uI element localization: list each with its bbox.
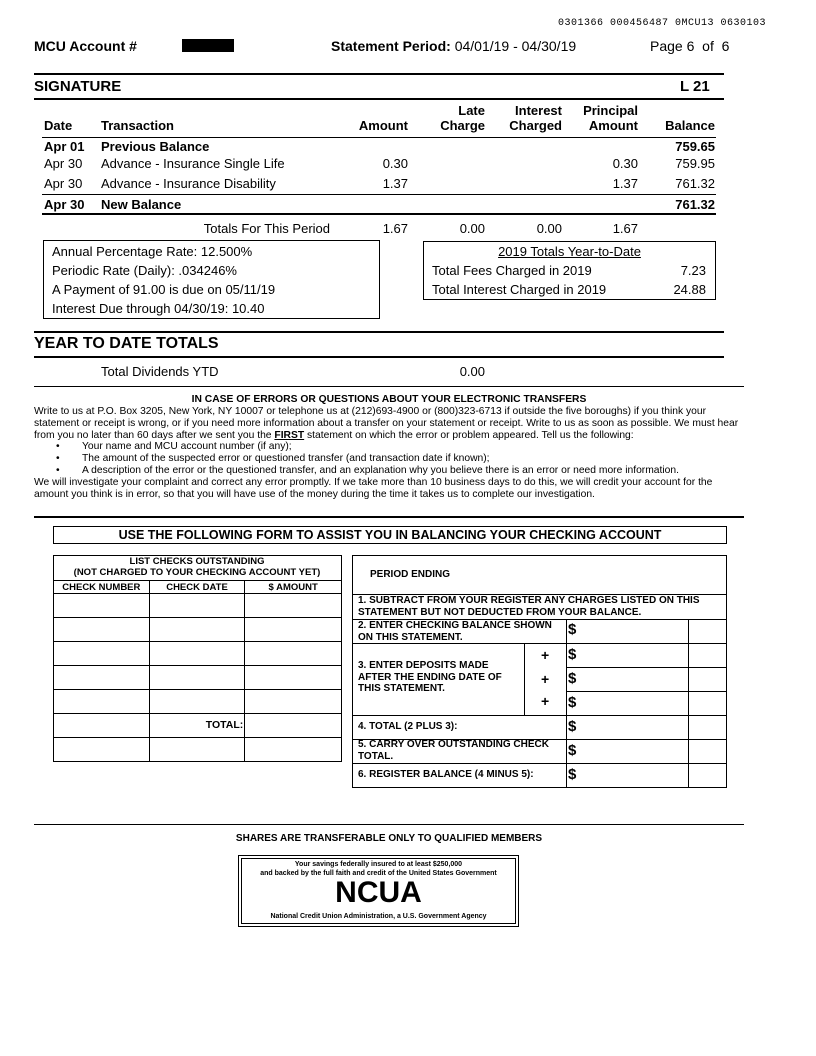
errors-title: IN CASE OF ERRORS OR QUESTIONS ABOUT YOUR ELECTRONIC TRANSFERS <box>191 394 587 405</box>
col-transaction: Transaction <box>101 118 174 133</box>
table-row: Apr 30 <box>44 176 83 191</box>
check-cell[interactable] <box>54 618 150 642</box>
shares-notice: SHARES ARE TRANSFERABLE ONLY TO QUALIFIED MEMBERS <box>235 833 543 844</box>
step-2: 2. ENTER CHECKING BALANCE SHOWN ON THIS STATEMENT. <box>358 620 552 643</box>
section-code: L 21 <box>680 78 710 95</box>
errors-rule-top <box>34 386 744 387</box>
form-line <box>352 715 727 716</box>
step-1: 1. SUBTRACT FROM YOUR REGISTER ANY CHARGES LISTED ON THIS STATEMENT BUT NOT DEDUCTED FROM YOUR BALANCE. <box>358 595 700 618</box>
row-principal: 0.30 <box>612 156 638 171</box>
row-divider-double <box>42 213 716 215</box>
check-cell[interactable] <box>245 642 342 666</box>
step-4: 4. TOTAL (2 PLUS 3): <box>358 721 458 732</box>
section-rule-bottom <box>34 98 724 100</box>
checks-outstanding-table <box>53 555 342 762</box>
plus-icon: + <box>541 671 550 687</box>
form-line <box>352 763 727 764</box>
form-vline <box>524 643 525 715</box>
rate-info-lines: Annual Percentage Rate: 12.500% Periodic Rate (Daily): .034246% A Payment of 91.00 is due on 05/11/19 Interest Due through 04/30/19: 10.40 <box>52 244 276 316</box>
errors-body: Write to us at P.O. Box 3205, New York, NY 10007 or telephone us at (212)693-4900 or (800)323-6713 if outside the five boroughs) if you think your statement or receipt is wrong, or if you need more information about a transfer on your statement or receipt. Write to us as soon as possible. We must hear from you no later than 60 days after we sent you the FIRST statement on which the error or problem appeared. Tell us the following: • Your name and MCU account number (if any); • The amount of the suspected error or questioned transfer (and transaction date if known); • A description of the error or the questioned transfer, and an explanation why you believe there is an error or need more information. We will investigate your complaint and correct any error promptly. If we take more than 10 business days to do this, we will credit your account for the amount you think is in error, so that you will have use of the money during the time it takes us to complete our investigation. <box>34 406 739 500</box>
check-total-cell[interactable] <box>245 714 342 738</box>
ytd-box-title: 2019 Totals Year-to-Date <box>498 244 641 259</box>
dollar-sign: $ <box>568 670 577 687</box>
check-cell[interactable] <box>54 666 150 690</box>
col-check-amount: $ AMOUNT <box>245 581 342 594</box>
fees-label: Total Fees Charged in 2019 <box>432 263 592 278</box>
form-line <box>566 691 727 692</box>
table-row: Apr 30 <box>44 197 85 212</box>
dollar-sign: $ <box>568 766 577 783</box>
row-desc: Advance - Insurance Single Life <box>101 156 285 171</box>
check-cell[interactable] <box>245 690 342 714</box>
period-ending-label: PERIOD ENDING <box>370 569 451 580</box>
dividends-value: 0.00 <box>459 364 485 379</box>
row-desc: New Balance <box>101 197 182 212</box>
check-cell[interactable] <box>149 666 245 690</box>
dividends-label: Total Dividends YTD <box>101 364 219 379</box>
check-cell[interactable] <box>149 618 245 642</box>
row-balance: 761.32 <box>675 197 715 212</box>
totals-amount: 1.67 <box>382 221 408 236</box>
col-date: Date <box>44 118 73 133</box>
dollar-sign: $ <box>568 718 577 735</box>
plus-icon: + <box>541 693 550 709</box>
check-cell[interactable] <box>245 666 342 690</box>
col-check-date: CHECK DATE <box>149 581 245 594</box>
step-5: 5. CARRY OVER OUTSTANDING CHECK TOTAL. <box>358 739 549 762</box>
account-label: MCU Account # <box>34 38 137 54</box>
total-label: TOTAL: <box>149 714 245 738</box>
plus-icon: + <box>541 647 550 663</box>
step-3: 3. ENTER DEPOSITS MADE AFTER THE ENDING DATE OF THIS STATEMENT. <box>358 660 502 694</box>
check-cell[interactable] <box>54 738 150 762</box>
check-cell[interactable] <box>245 738 342 762</box>
statement-period: Statement Period: 04/01/19 - 04/30/19 <box>331 38 577 54</box>
row-divider <box>42 194 716 195</box>
table-row: Apr 30 <box>44 156 83 171</box>
totals-interest: 0.00 <box>536 221 562 236</box>
check-cell[interactable] <box>149 642 245 666</box>
statement-codes: 0301366 000456487 0MCU13 0630103 <box>558 18 767 29</box>
footer-rule <box>34 824 744 825</box>
col-interest-charged: Interest Charged <box>509 103 562 133</box>
dollar-sign: $ <box>568 742 577 759</box>
dollar-sign: $ <box>568 621 577 638</box>
section-title: SIGNATURE <box>34 78 122 95</box>
form-line <box>352 643 727 644</box>
form-title: USE THE FOLLOWING FORM TO ASSIST YOU IN BALANCING YOUR CHECKING ACCOUNT <box>53 526 727 544</box>
check-cell[interactable] <box>149 738 245 762</box>
col-principal-amount: Principal Amount <box>583 103 638 133</box>
ytd-rule-bottom <box>34 356 724 358</box>
totals-late: 0.00 <box>459 221 485 236</box>
ytd-title: YEAR TO DATE TOTALS <box>34 335 219 352</box>
ncua-logo: NCUA <box>335 876 422 909</box>
page-number: Page 6 of 6 <box>650 38 730 54</box>
account-number-redacted <box>182 39 234 52</box>
check-cell[interactable] <box>149 690 245 714</box>
table-row: Apr 01 <box>44 139 85 154</box>
header-underline <box>42 137 716 138</box>
step-6: 6. REGISTER BALANCE (4 MINUS 5): <box>358 769 534 780</box>
fees-value: 7.23 <box>680 263 706 278</box>
col-amount: Amount <box>358 118 408 133</box>
col-check-number: CHECK NUMBER <box>54 581 150 594</box>
totals-principal: 1.67 <box>612 221 638 236</box>
row-balance: 761.32 <box>675 176 715 191</box>
row-balance: 759.95 <box>675 156 715 171</box>
check-cell[interactable] <box>54 714 150 738</box>
row-desc: Previous Balance <box>101 139 210 154</box>
check-cell[interactable] <box>149 594 245 618</box>
row-principal: 1.37 <box>612 176 638 191</box>
form-line <box>566 667 727 668</box>
check-cell[interactable] <box>245 594 342 618</box>
ytd-rule-top <box>34 331 724 333</box>
check-cell[interactable] <box>54 594 150 618</box>
dollar-sign: $ <box>568 694 577 711</box>
row-desc: Advance - Insurance Disability <box>101 176 276 191</box>
errors-rule-bottom <box>34 516 744 518</box>
interest-value: 24.88 <box>673 282 706 297</box>
checks-title: LIST CHECKS OUTSTANDING (NOT CHARGED TO YOUR CHECKING ACCOUNT YET) <box>73 556 321 578</box>
check-cell[interactable] <box>54 690 150 714</box>
col-balance: Balance <box>665 118 715 133</box>
check-cell[interactable] <box>245 618 342 642</box>
row-amount: 0.30 <box>382 156 408 171</box>
interest-label: Total Interest Charged in 2019 <box>432 282 607 297</box>
row-amount: 1.37 <box>382 176 408 191</box>
check-cell[interactable] <box>54 642 150 666</box>
ncua-text: Your savings federally insured to at least $250,000 and backed by the full faith and credit of the United States Government <box>260 861 497 877</box>
section-rule-top <box>34 73 724 75</box>
ncua-agency: National Credit Union Administration, a U.S. Government Agency <box>270 913 487 920</box>
totals-label: Totals For This Period <box>203 221 330 236</box>
row-balance: 759.65 <box>675 139 715 154</box>
dollar-sign: $ <box>568 646 577 663</box>
col-late-charge: Late Charge <box>440 103 485 133</box>
